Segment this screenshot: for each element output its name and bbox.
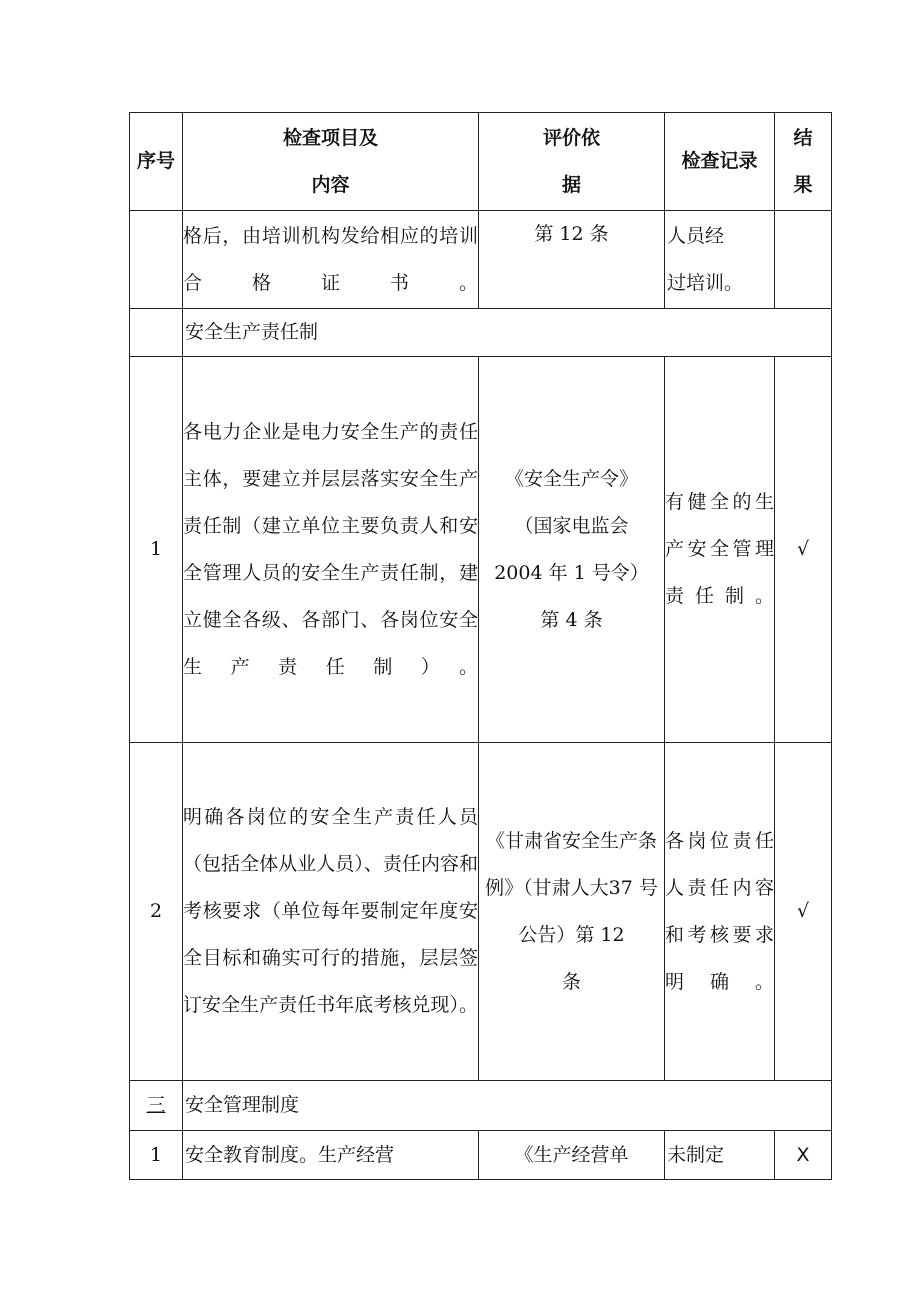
- row-seq: 1: [130, 357, 183, 743]
- row-basis: 《生产经营单: [479, 1131, 665, 1180]
- row-record: 未制定: [665, 1131, 775, 1180]
- row-result: √: [775, 357, 832, 743]
- header-item: 检查项目及 内容: [183, 113, 479, 211]
- section-row: [130, 309, 832, 357]
- table-row: [130, 357, 832, 743]
- row-basis: 第 12 条: [479, 211, 665, 309]
- header-seq: 序号: [130, 113, 183, 211]
- row-result: X: [775, 1131, 832, 1180]
- row-basis: 《安全生产令》 （国家电监会 2004 年 1 号令） 第 4 条: [479, 357, 665, 743]
- header-basis: 评价依 据: [479, 113, 665, 211]
- row-item: 各电力企业是电力安全生产的责任主体，要建立并层层落实安全生产责任制（建立单位主要负责人和安全管理人员的安全生产责任制，建立健全各级、各部门、各岗位安全生产责任制）。: [183, 357, 479, 743]
- header-row: [130, 113, 832, 211]
- header-record: 检查记录: [665, 113, 775, 211]
- row-item: 安全教育制度。生产经营: [183, 1131, 479, 1180]
- row-item: 格后，由培训机构发给相应的培训合格证书。: [183, 211, 479, 309]
- table-row: [130, 743, 832, 1081]
- inspection-table: [129, 112, 832, 1180]
- table-row: [130, 1131, 832, 1180]
- row-seq: 1: [130, 1131, 183, 1180]
- row-result: [775, 211, 832, 309]
- section-seq: 三: [130, 1081, 183, 1131]
- table-row: [130, 211, 832, 309]
- section-row: [130, 1081, 832, 1131]
- row-record: 各岗位责任人责任内容和考核要求明确。: [665, 743, 775, 1081]
- section-title: 安全管理制度: [183, 1081, 832, 1131]
- row-record: 有健全的生产安全管理责任制。: [665, 357, 775, 743]
- section-seq: [130, 309, 183, 357]
- row-seq: 2: [130, 743, 183, 1081]
- row-seq: [130, 211, 183, 309]
- header-result: 结 果: [775, 113, 832, 211]
- row-result: √: [775, 743, 832, 1081]
- row-record: 人员经 过培训。: [665, 211, 775, 309]
- row-item: 明确各岗位的安全生产责任人员（包括全体从业人员）、责任内容和考核要求（单位每年要制定年度安全目标和确实可行的措施，层层签订安全生产责任书年底考核兑现）。: [183, 743, 479, 1081]
- section-title: 安全生产责任制: [183, 309, 832, 357]
- row-basis: 《甘肃省安全生产条例》（甘肃人大37 号公告）第 12 条: [479, 743, 665, 1081]
